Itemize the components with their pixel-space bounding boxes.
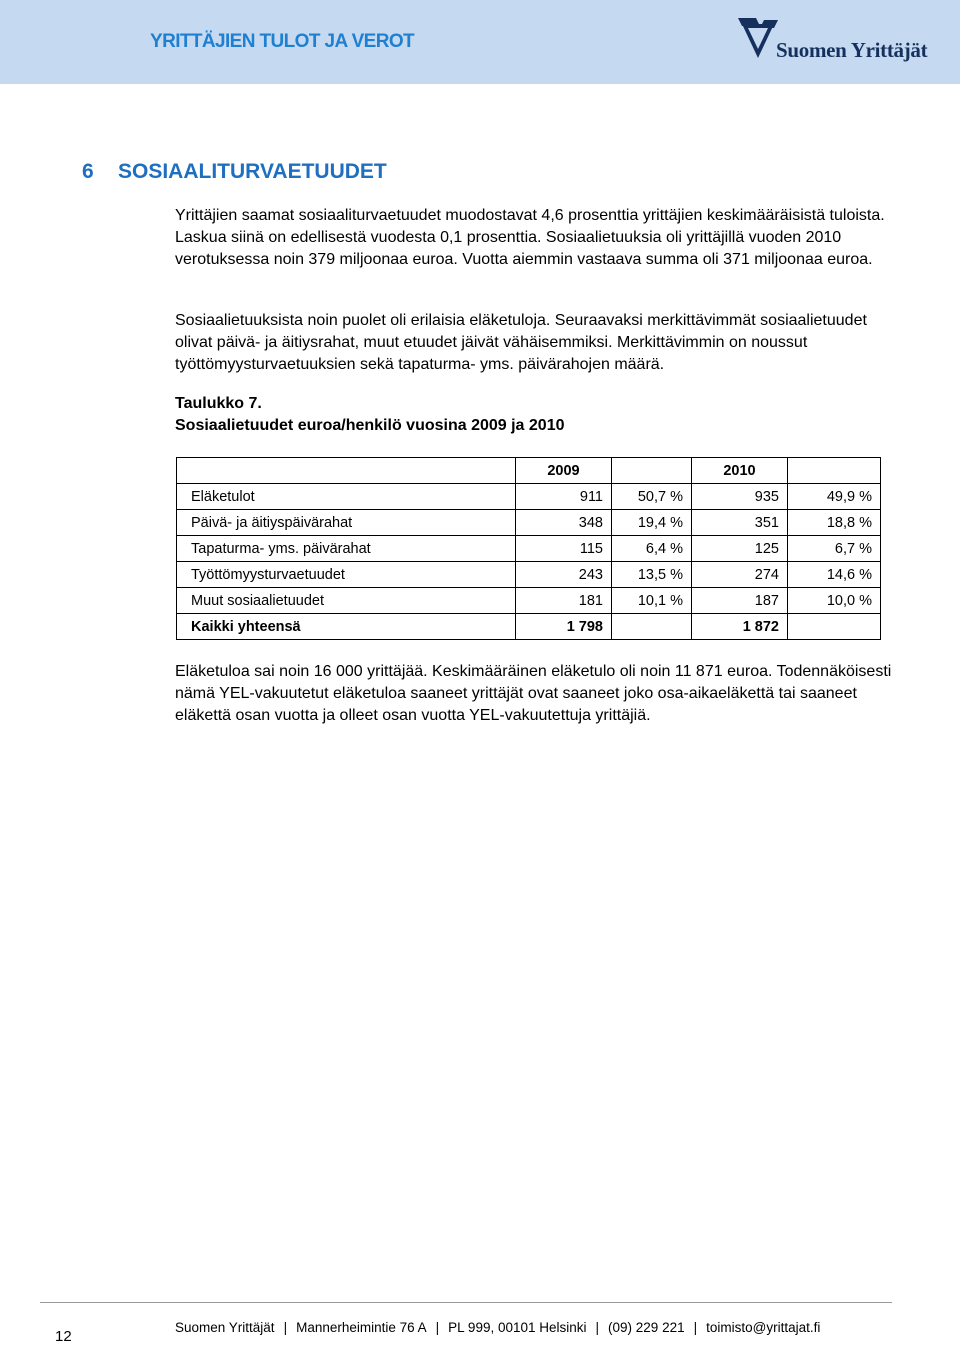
percent-2009: 10,1 % <box>612 588 692 614</box>
table-row <box>177 536 881 562</box>
footer-separator: | <box>693 1320 698 1335</box>
value-2009: 115 <box>516 536 612 562</box>
logo-mark-icon <box>736 18 780 64</box>
value-2009: 181 <box>516 588 612 614</box>
footer-separator: | <box>283 1320 288 1335</box>
total-2010: 1 872 <box>692 614 788 640</box>
row-label: Päivä- ja äitiyspäivärahat <box>177 510 516 536</box>
table-header-row <box>177 458 881 484</box>
table-caption <box>175 393 565 437</box>
section-number: 6 <box>82 160 94 183</box>
percent-2010: 14,6 % <box>788 562 881 588</box>
percent-2009: 19,4 % <box>612 510 692 536</box>
value-2010: 125 <box>692 536 788 562</box>
total-label: Kaikki yhteensä <box>177 614 516 640</box>
header-title: YRITTÄJIEN TULOT JA VEROT <box>150 31 415 52</box>
company-logo <box>736 18 936 68</box>
footer-phone: (09) 229 221 <box>608 1320 685 1335</box>
percent-2009: 6,4 % <box>612 536 692 562</box>
paragraph-2: Sosiaalietuuksista noin puolet oli erilaisia eläketuloja. Seuraavaksi merkittävimmät sosiaalietuudet olivat päivä- ja äitiysrahat, muut etuudet jäivät vähäisemmiksi. Merkittävimmin on noussut työttömyysturvaetuuksien sekä tapaturma- yms. päivärahojen määrä. <box>175 312 867 373</box>
paragraph-1: Yrittäjien saamat sosiaaliturvaetuudet muodostavat 4,6 prosenttia yrittäjien keskimääräisistä tuloista. Laskua siinä on edellisestä vuodesta 0,1 prosenttia. Sosiaalietuuksia oli yrittäjillä vuoden 2010 verotuksessa noin 379 miljoonaa euroa. Vuotta aiemmin vastaava summa oli 371 miljoonaa euroa. <box>175 207 885 268</box>
footer-separator: | <box>595 1320 600 1335</box>
footer-divider <box>40 1302 892 1303</box>
footer-contact <box>175 1320 820 1335</box>
year-2010-header: 2010 <box>692 458 788 484</box>
footer-email[interactable]: toimisto@yrittajat.fi <box>706 1320 821 1335</box>
table-row <box>177 588 881 614</box>
percent-2010: 10,0 % <box>788 588 881 614</box>
page-header <box>0 0 960 84</box>
value-2009: 911 <box>516 484 612 510</box>
footer-address: Mannerheimintie 76 A <box>296 1320 427 1335</box>
logo-text: Suomen Yrittäjät <box>776 38 928 62</box>
row-label: Eläketulot <box>177 484 516 510</box>
row-label: Muut sosiaalietuudet <box>177 588 516 614</box>
table-total-row <box>177 614 881 640</box>
row-label: Tapaturma- yms. päivärahat <box>177 536 516 562</box>
table-number: Taulukko 7. <box>175 395 262 412</box>
row-label: Työttömyysturvaetuudet <box>177 562 516 588</box>
section-heading <box>82 160 387 184</box>
total-2009: 1 798 <box>516 614 612 640</box>
value-2010: 935 <box>692 484 788 510</box>
percent-2009: 13,5 % <box>612 562 692 588</box>
table-title: Sosiaalietuudet euroa/henkilö vuosina 2009 ja 2010 <box>175 417 565 434</box>
value-2010: 187 <box>692 588 788 614</box>
percent-2009: 50,7 % <box>612 484 692 510</box>
footer-po-box: PL 999, 00101 Helsinki <box>448 1320 587 1335</box>
footer-separator: | <box>435 1320 440 1335</box>
table-row <box>177 484 881 510</box>
footer-org: Suomen Yrittäjät <box>175 1320 275 1335</box>
year-2009-header: 2009 <box>516 458 612 484</box>
value-2009: 243 <box>516 562 612 588</box>
percent-2010: 6,7 % <box>788 536 881 562</box>
table-row <box>177 510 881 536</box>
paragraph-3: Eläketuloa sai noin 16 000 yrittäjää. Keskimääräinen eläketulo oli noin 11 871 euroa. Todennäköisesti nämä YEL-vakuutetut eläketuloa saaneet yrittäjät ovat saaneet joko osa-aikaeläkettä tai saaneet eläkettä osan vuotta ja olleet osan vuotta YEL-vakuutettuja yrittäjiä. <box>175 663 892 724</box>
percent-2010: 49,9 % <box>788 484 881 510</box>
page-number: 12 <box>55 1328 72 1345</box>
value-2010: 351 <box>692 510 788 536</box>
value-2009: 348 <box>516 510 612 536</box>
benefits-table <box>176 457 881 640</box>
section-title: SOSIAALITURVAETUUDET <box>118 160 387 183</box>
percent-2010: 18,8 % <box>788 510 881 536</box>
value-2010: 274 <box>692 562 788 588</box>
table-row <box>177 562 881 588</box>
